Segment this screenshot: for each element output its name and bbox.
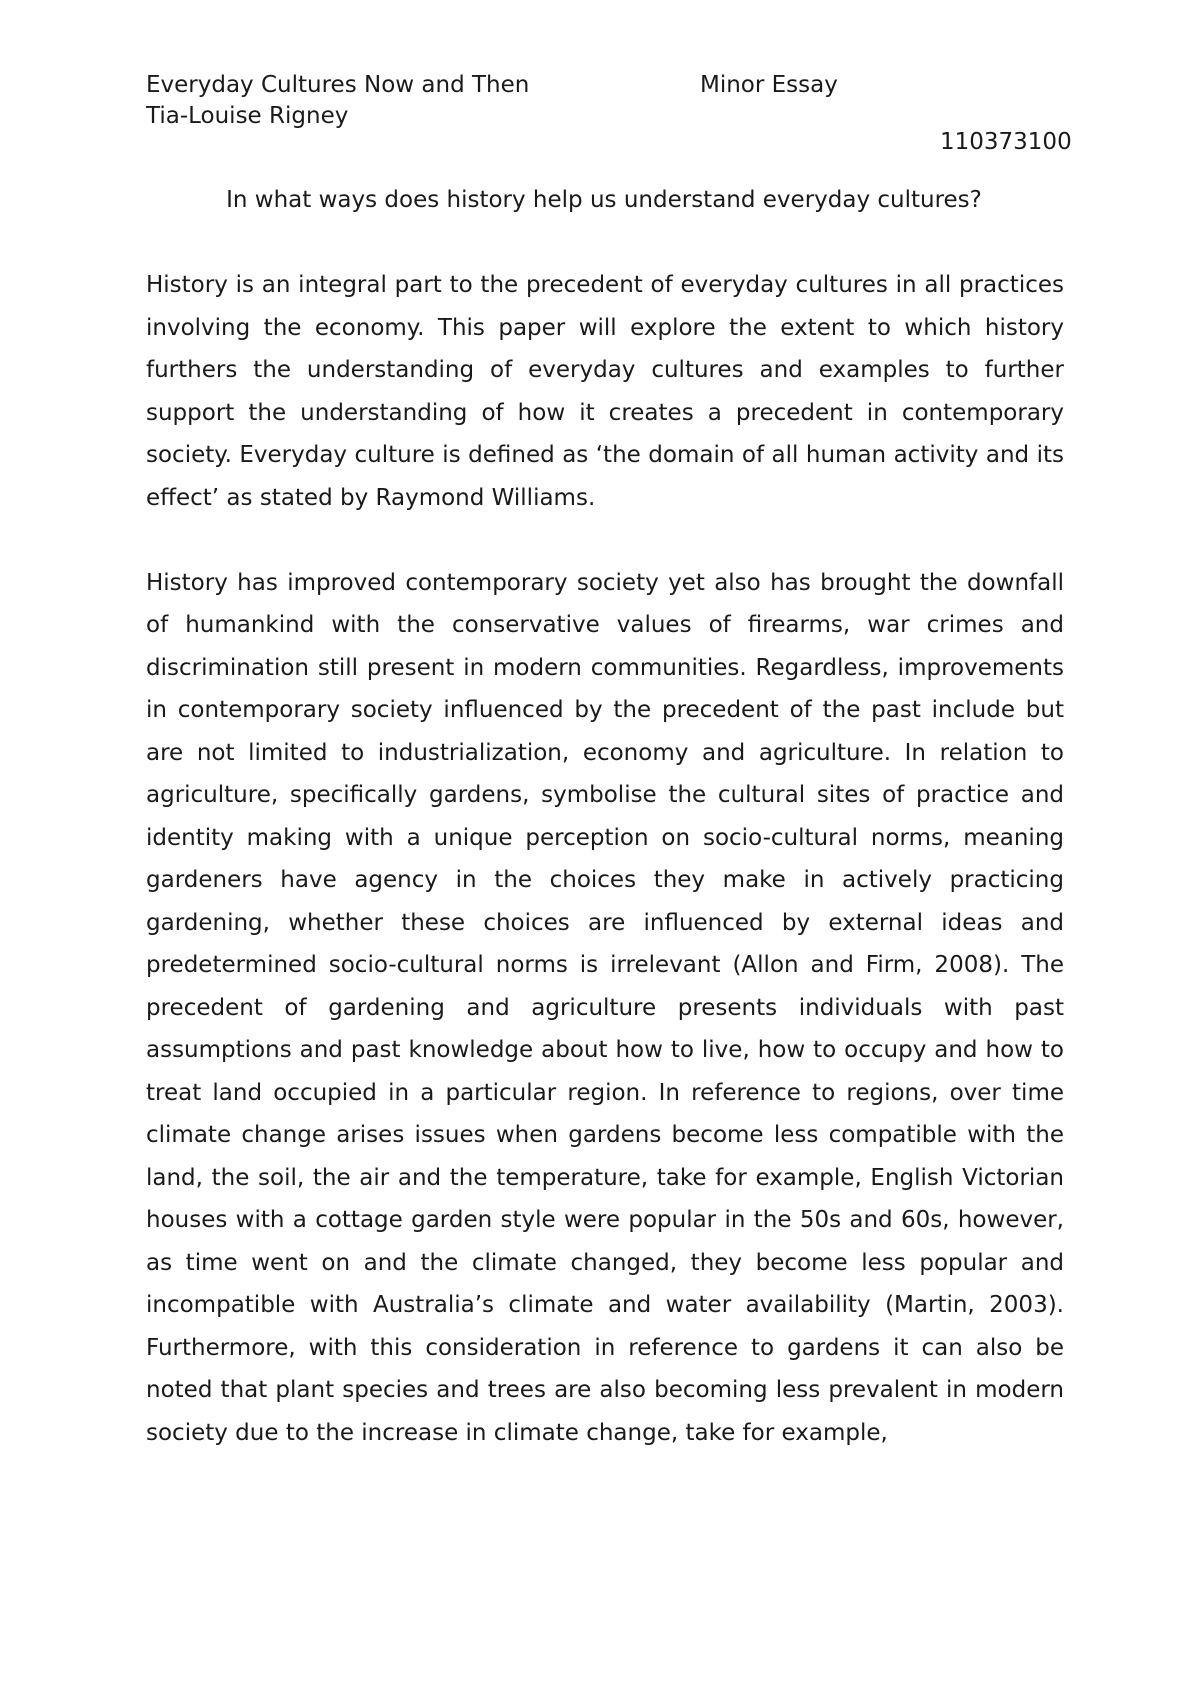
essay-body — [146, 264, 1064, 1454]
paragraph-history: History has improved contemporary society yet also has brought the downfall of humankind with the conservative values of firearms, war crimes and discrimination still present in modern communities. Regardless, improvements in contemporary society influenced by the precedent of the past include but are not limited to industrialization, economy and agriculture. In relation to agriculture, specifically gardens, symbolise the cultural sites of practice and identity making with a unique perception on socio-cultural norms, meaning gardeners have agency in the choices they make in actively practicing gardening, whether these choices are influenced by external ideas and predetermined socio-cultural norms is irrelevant (Allon and Firm, 2008). The precedent of gardening and agriculture presents individuals with past assumptions and past knowledge about how to live, how to occupy and how to treat land occupied in a particular region. In reference to regions, over time climate change arises issues when gardens become less compatible with the land, the soil, the air and the temperature, take for example, English Victorian houses with a cottage garden style were popular in the 50s and 60s, however, as time went on and the climate changed, they become less popular and incompatible with Australia’s climate and water availability (Martin, 2003). Furthermore, with this consideration in reference to gardens it can also be noted that plant species and trees are also becoming less prevalent in modern society due to the increase in climate change, take for example, — [146, 569, 1064, 1446]
student-id: 110373100 — [940, 129, 1072, 155]
essay-type: Minor Essay — [700, 72, 838, 98]
course-title: Everyday Cultures Now and Then — [146, 72, 530, 98]
essay-question: In what ways does history help us understand everyday cultures? — [226, 187, 982, 213]
paragraph-intro: History is an integral part to the precedent of everyday cultures in all practices involving the economy. This paper will explore the extent to which history furthers the understanding of everyday cultures and examples to further support the understanding of how it creates a precedent in contemporary society. Everyday culture is defined as ‘the domain of all human activity and its effect’ as stated by Raymond Williams. — [146, 272, 1064, 511]
author-name: Tia-Louise Rigney — [146, 103, 349, 129]
